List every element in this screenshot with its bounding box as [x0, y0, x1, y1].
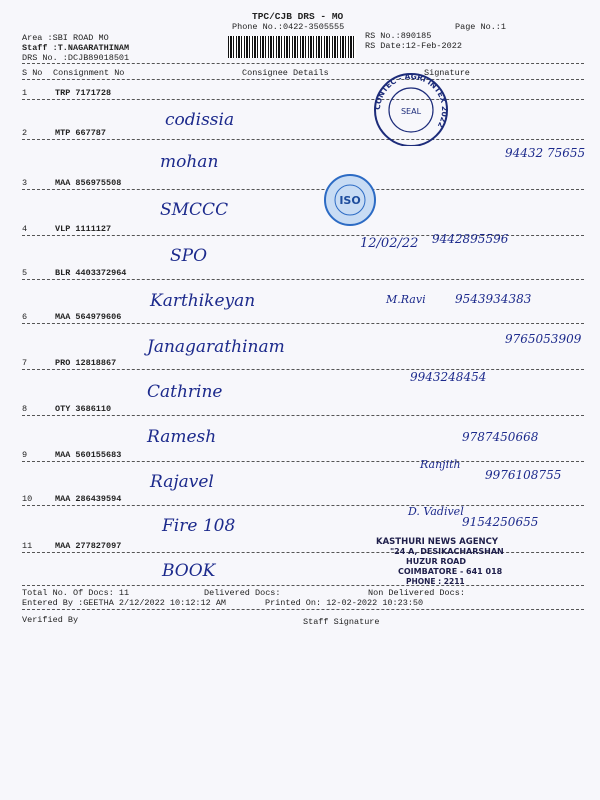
row-4-consignment: VLP 1111127	[55, 224, 112, 234]
header-rule	[22, 63, 584, 64]
row-10-signature: D. Vadivel	[408, 505, 464, 518]
total-docs: Total No. Of Docs: 11	[22, 588, 130, 598]
row-10-phone: 9154250655	[462, 515, 539, 529]
columns-rule	[22, 79, 584, 80]
row-10-sno: 10	[22, 494, 33, 504]
footer-rule	[22, 585, 584, 586]
column-sno: S No	[22, 68, 43, 78]
printed-on: Printed On: 12-02-2022 10:23:50	[265, 598, 424, 608]
iso-stamp-text: ISO	[339, 194, 361, 207]
contec-stamp-center: SEAL	[400, 107, 422, 116]
column-signature: Signature	[424, 68, 470, 78]
row-2-phone: 94432 75655	[505, 146, 586, 160]
footer-rule-2	[22, 609, 584, 610]
row-1-consignment: TRP 7171728	[55, 88, 112, 98]
row-7-phone: 9943248454	[410, 370, 487, 384]
row-3-sno: 3	[22, 178, 28, 188]
row-5-signature: M.Ravi	[386, 293, 426, 306]
row-10-consignee: Fire 108	[162, 516, 236, 536]
row-5-consignment: BLR 4403372964	[55, 268, 127, 278]
row-1-sno: 1	[22, 88, 28, 98]
row-5-sno: 5	[22, 268, 28, 278]
column-consignment: Consignment No	[53, 68, 125, 78]
row-2-consignee: mohan	[160, 152, 219, 172]
row-2-rule	[22, 139, 584, 140]
kasthuri-line-4: COIMBATORE - 641 018	[398, 567, 503, 576]
row-1-rule	[22, 99, 584, 100]
row-5-consignee: Karthikeyan	[150, 291, 256, 311]
row-2-sno: 2	[22, 128, 28, 138]
row-8-sno: 8	[22, 404, 28, 414]
row-5-phone: 9543934383	[455, 292, 532, 306]
row-11-consignee: BOOK	[162, 561, 216, 581]
row-4-date-signature: 12/02/22	[360, 236, 419, 251]
row-9-consignee: Rajavel	[150, 472, 214, 492]
row-6-consignee: Janagarathinam	[147, 337, 285, 357]
row-9-phone: 9976108755	[485, 468, 562, 482]
entered-by: Entered By :GEETHA 2/12/2022 10:12:12 AM	[22, 598, 227, 608]
row-4-phone: 9442895596	[432, 232, 509, 246]
contec-stamp-text: CONTEC - AGRI INTEX 2022	[372, 71, 450, 130]
staff-signature: Staff Signature	[303, 617, 380, 627]
iso-round-stamp	[322, 172, 378, 228]
kasthuri-line-3: HUZUR ROAD	[406, 557, 467, 566]
staff-label: Staff :T.NAGARATHINAM	[22, 43, 130, 53]
row-6-rule	[22, 323, 584, 324]
kasthuri-line-5: PHONE : 2211	[406, 577, 465, 586]
verified-by: Verified By	[22, 615, 79, 625]
kasthuri-stamp	[376, 537, 526, 587]
delivered-docs: Delivered Docs:	[204, 588, 281, 598]
row-9-consignment: MAA 560155683	[55, 450, 122, 460]
row-9-sno: 9	[22, 450, 28, 460]
row-11-sno: 11	[22, 541, 33, 551]
document-title: TPC/CJB DRS - MO	[252, 11, 344, 22]
row-8-consignment: OTY 3686110	[55, 404, 112, 414]
row-9-rule	[22, 461, 584, 462]
row-8-consignee: Ramesh	[147, 427, 217, 447]
page-number: Page No.:1	[455, 22, 507, 32]
svg-text:CONTEC - AGRI INTEX 2022	[373, 72, 449, 129]
row-7-consignee: Cathrine	[147, 382, 223, 402]
row-4-consignee: SPO	[170, 246, 208, 266]
row-7-consignment: PRO 12818867	[55, 358, 117, 368]
row-6-sno: 6	[22, 312, 28, 322]
row-1-consignee: codissia	[165, 110, 235, 130]
row-3-consignee: SMCCC	[160, 200, 229, 220]
row-10-consignment: MAA 286439594	[55, 494, 122, 504]
row-8-rule	[22, 415, 584, 416]
row-3-consignment: MAA 856975508	[55, 178, 122, 188]
drs-number: DRS No. :DCJB89018501	[22, 53, 130, 63]
row-8-phone: 9787450668	[462, 430, 539, 444]
row-7-sno: 7	[22, 358, 28, 368]
row-7-rule	[22, 369, 584, 370]
row-6-consignment: MAA 564979606	[55, 312, 122, 322]
barcode	[228, 36, 356, 58]
kasthuri-line-1: KASTHURI NEWS AGENCY	[376, 537, 499, 547]
row-2-consignment: MTP 667787	[55, 128, 107, 138]
rs-number: RS No.:890185	[365, 31, 432, 41]
non-delivered-docs: Non Delivered Docs:	[368, 588, 465, 598]
phone-number: Phone No.:0422-3505555	[232, 22, 345, 32]
row-9-signature: Ranjith	[420, 458, 461, 471]
contec-round-stamp	[364, 68, 458, 146]
row-5-rule	[22, 279, 584, 280]
column-consignee: Consignee Details	[242, 68, 329, 78]
row-3-rule	[22, 189, 584, 190]
rs-date: RS Date:12-Feb-2022	[365, 41, 462, 51]
row-11-consignment: MAA 277827097	[55, 541, 122, 551]
row-4-sno: 4	[22, 224, 28, 234]
row-10-rule	[22, 505, 584, 506]
area-label: Area :SBI ROAD MO	[22, 33, 109, 43]
kasthuri-line-2: "24 A, DESIKACHARSHAN	[390, 547, 504, 556]
row-6-phone: 9765053909	[505, 332, 582, 346]
